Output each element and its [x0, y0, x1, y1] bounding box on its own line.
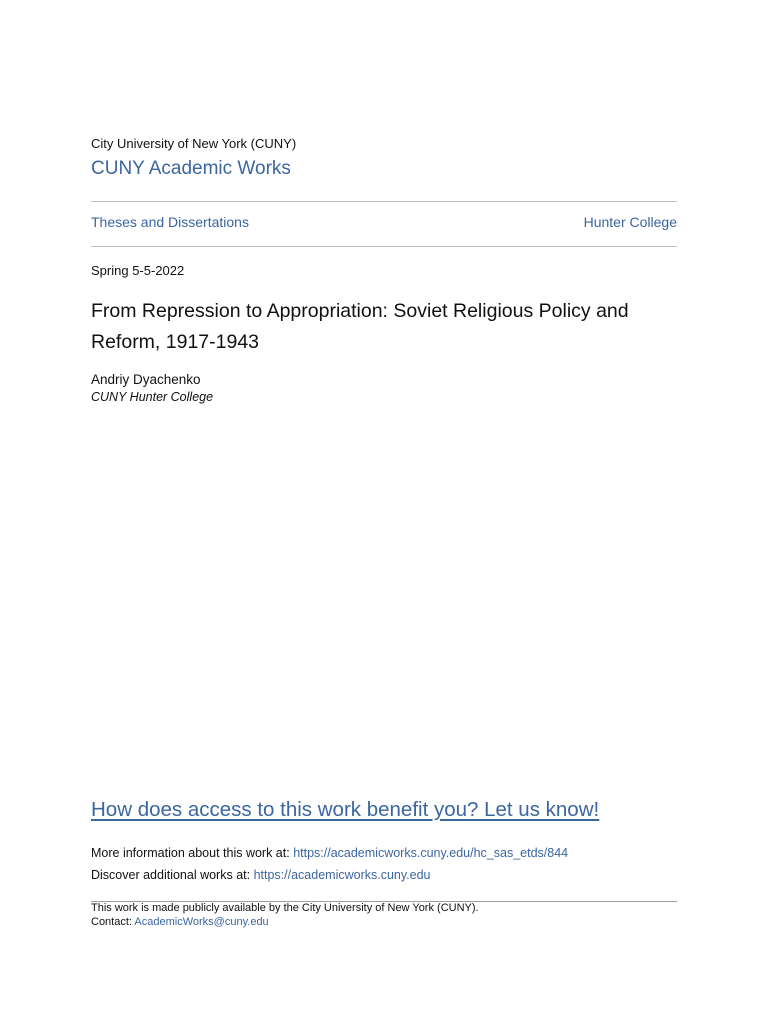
discover-label: Discover additional works at:: [91, 868, 254, 882]
author-affiliation: CUNY Hunter College: [91, 390, 214, 404]
discover-line: [91, 868, 431, 882]
availability-notice: This work is made publicly available by the City University of New York (CUNY).: [91, 902, 479, 914]
publication-date: Spring 5-5-2022: [91, 263, 185, 278]
feedback-link[interactable]: How does access to this work benefit you? Let us know!: [91, 798, 600, 821]
divider-top: [91, 201, 677, 202]
collection-link[interactable]: Theses and Dissertations: [91, 214, 249, 230]
divider-bottom: [91, 246, 677, 247]
contact-line: [91, 916, 269, 928]
document-title: From Repression to Appropriation: Soviet Religious Policy and Reform, 1917-1943: [91, 300, 629, 353]
college-link[interactable]: Hunter College: [583, 214, 677, 230]
work-url-link[interactable]: https://academicworks.cuny.edu/hc_sas_etds/844: [293, 846, 569, 860]
more-info-label: More information about this work at:: [91, 846, 294, 860]
contact-label: Contact:: [91, 916, 135, 928]
contact-email-link[interactable]: AcademicWorks@cuny.edu: [134, 916, 269, 928]
institution-name: City University of New York (CUNY): [91, 136, 297, 151]
more-info-line: [91, 846, 568, 860]
repository-url-link[interactable]: https://academicworks.cuny.edu: [253, 868, 431, 882]
repository-link[interactable]: CUNY Academic Works: [91, 158, 291, 179]
author-name: Andriy Dyachenko: [91, 372, 201, 387]
